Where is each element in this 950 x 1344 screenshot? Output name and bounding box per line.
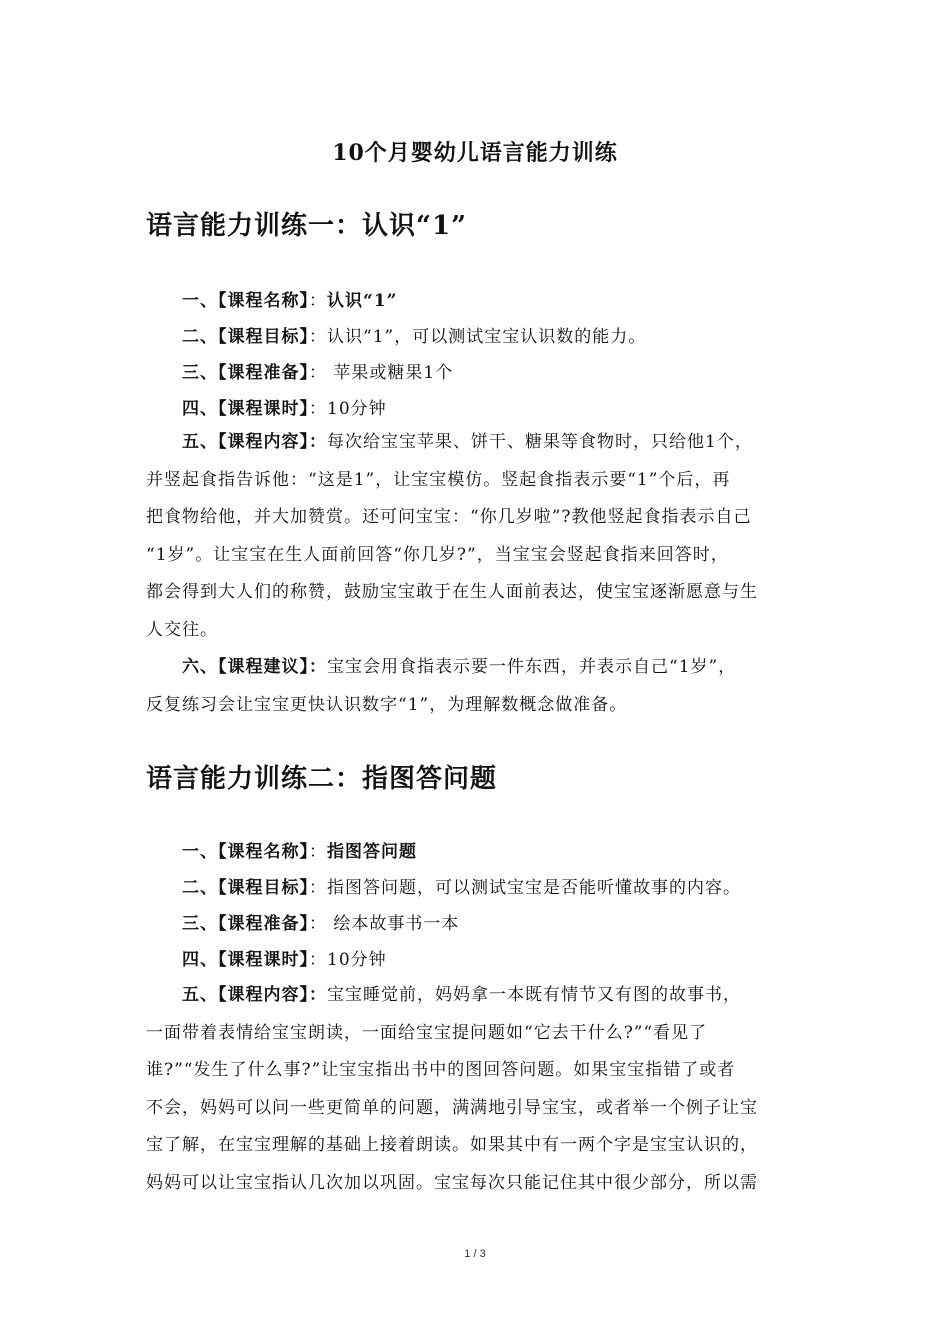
item-number: 六、: [182, 657, 218, 677]
item-value: 10分钟: [327, 950, 387, 970]
item-number: 三、: [182, 914, 218, 934]
item-number: 一、: [182, 291, 218, 311]
paragraph-text: 宝宝会用食指表示要一件东西，并表示自己“1岁”，: [327, 657, 737, 677]
item-separator: ：: [309, 950, 327, 970]
paragraph-line: [146, 424, 826, 462]
section-heading-1: 语言能力训练一：认识“1”: [146, 211, 468, 241]
paragraph-line: 人交往。: [146, 619, 218, 640]
course-goal-item-2: [146, 870, 842, 907]
paragraph-line: [146, 977, 826, 1015]
paragraph-line: 宝了解，在宝宝理解的基础上接着朗读。如果其中有一两个字是宝宝认识的，: [146, 1135, 758, 1155]
paragraph-line: 一面带着表情给宝宝朗读，一面给宝宝提问题如“它去干什么?”“看见了: [146, 1022, 708, 1043]
item-number: 二、: [182, 878, 218, 898]
item-number: 五、: [182, 985, 218, 1005]
item-label: 【课程内容】: [218, 985, 309, 1005]
document-title: 10个月婴幼儿语言能力训练: [332, 140, 618, 166]
item-number: 三、: [182, 363, 218, 383]
item-separator: ：: [309, 985, 327, 1005]
course-duration-item-2: [146, 942, 842, 979]
paragraph-line: “1岁”。让宝宝在生人面前回答“你几岁?”，当宝宝会竖起食指来回答时，: [146, 544, 729, 565]
item-number: 五、: [182, 432, 218, 452]
item-separator: ：: [309, 327, 327, 347]
paragraph-line: [146, 649, 826, 687]
paragraph-line: 把食物给他，并大加赞赏。还可问宝宝：“你几岁啦”?教他竖起食指表示自己: [146, 507, 752, 527]
item-label: 【课程准备】: [218, 914, 309, 934]
item-separator: ：: [309, 878, 327, 898]
item-value: 苹果或糖果1个: [327, 363, 454, 383]
item-separator: ：: [309, 399, 327, 419]
item-separator: ：: [309, 432, 327, 452]
course-content-paragraph-1: [146, 424, 826, 649]
item-separator: ：: [309, 363, 327, 383]
item-label: 【课程准备】: [218, 363, 309, 383]
paragraph-line: 妈妈可以让宝宝指认几次加以巩固。宝宝每次只能记住其中很少部分，所以需: [146, 1172, 758, 1193]
item-value: 认识“1”: [327, 291, 398, 311]
item-label: 【课程课时】: [218, 950, 309, 970]
paragraph-text: 每次给宝宝苹果、饼干、糖果等食物时，只给他1个，: [327, 432, 753, 452]
item-value: 指图答问题: [327, 842, 417, 862]
item-label: 【课程内容】: [218, 432, 309, 452]
item-separator: ：: [309, 914, 327, 934]
item-number: 二、: [182, 327, 218, 347]
paragraph-line: 都会得到大人们的称赞，鼓励宝宝敢于在生人面前表达，使宝宝逐渐愿意与生: [146, 582, 758, 602]
paragraph-text: 宝宝睡觉前，妈妈拿一本既有情节又有图的故事书，: [327, 985, 741, 1005]
item-value: 10分钟: [327, 399, 387, 419]
course-name-item-2: [146, 834, 842, 871]
course-goal-item-1: [146, 319, 842, 356]
item-label: 【课程目标】: [218, 327, 309, 347]
page-number: 1 / 3: [464, 1248, 486, 1260]
paragraph-line: 反复练习会让宝宝更快认识数字“1”，为理解数概念做准备。: [146, 694, 628, 715]
item-label: 【课程建议】: [218, 657, 309, 677]
course-duration-item-1: [146, 391, 842, 428]
paragraph-line: 不会，妈妈可以问一些更简单的问题，满满地引导宝宝，或者举一个例子让宝: [146, 1097, 758, 1118]
paragraph-line: 谁?”“发生了什么事?”让宝宝指出书中的图回答问题。如果宝宝指错了或者: [146, 1060, 736, 1080]
item-separator: ：: [309, 657, 327, 677]
course-content-paragraph-2: [146, 977, 826, 1202]
item-number: 四、: [182, 399, 218, 419]
item-value: 绘本故事书一本: [327, 914, 460, 934]
item-label: 【课程名称】: [218, 842, 309, 862]
course-name-item-1: [146, 283, 842, 320]
course-advice-paragraph-1: [146, 649, 826, 724]
item-separator: ：: [309, 291, 327, 311]
item-label: 【课程课时】: [218, 399, 309, 419]
item-value: 指图答问题，可以测试宝宝是否能听懂故事的内容。: [327, 878, 741, 898]
item-number: 四、: [182, 950, 218, 970]
item-label: 【课程名称】: [218, 291, 309, 311]
course-prep-item-1: [146, 355, 842, 392]
item-label: 【课程目标】: [218, 878, 309, 898]
item-number: 一、: [182, 842, 218, 862]
item-value: 认识“1”，可以测试宝宝认识数的能力。: [327, 327, 647, 347]
section-heading-2: 语言能力训练二：指图答问题: [146, 764, 498, 794]
course-prep-item-2: [146, 906, 842, 943]
paragraph-line: 并竖起食指告诉他：“这是1”，让宝宝模仿。竖起食指表示要“1”个后，再: [146, 469, 731, 490]
item-separator: ：: [309, 842, 327, 862]
